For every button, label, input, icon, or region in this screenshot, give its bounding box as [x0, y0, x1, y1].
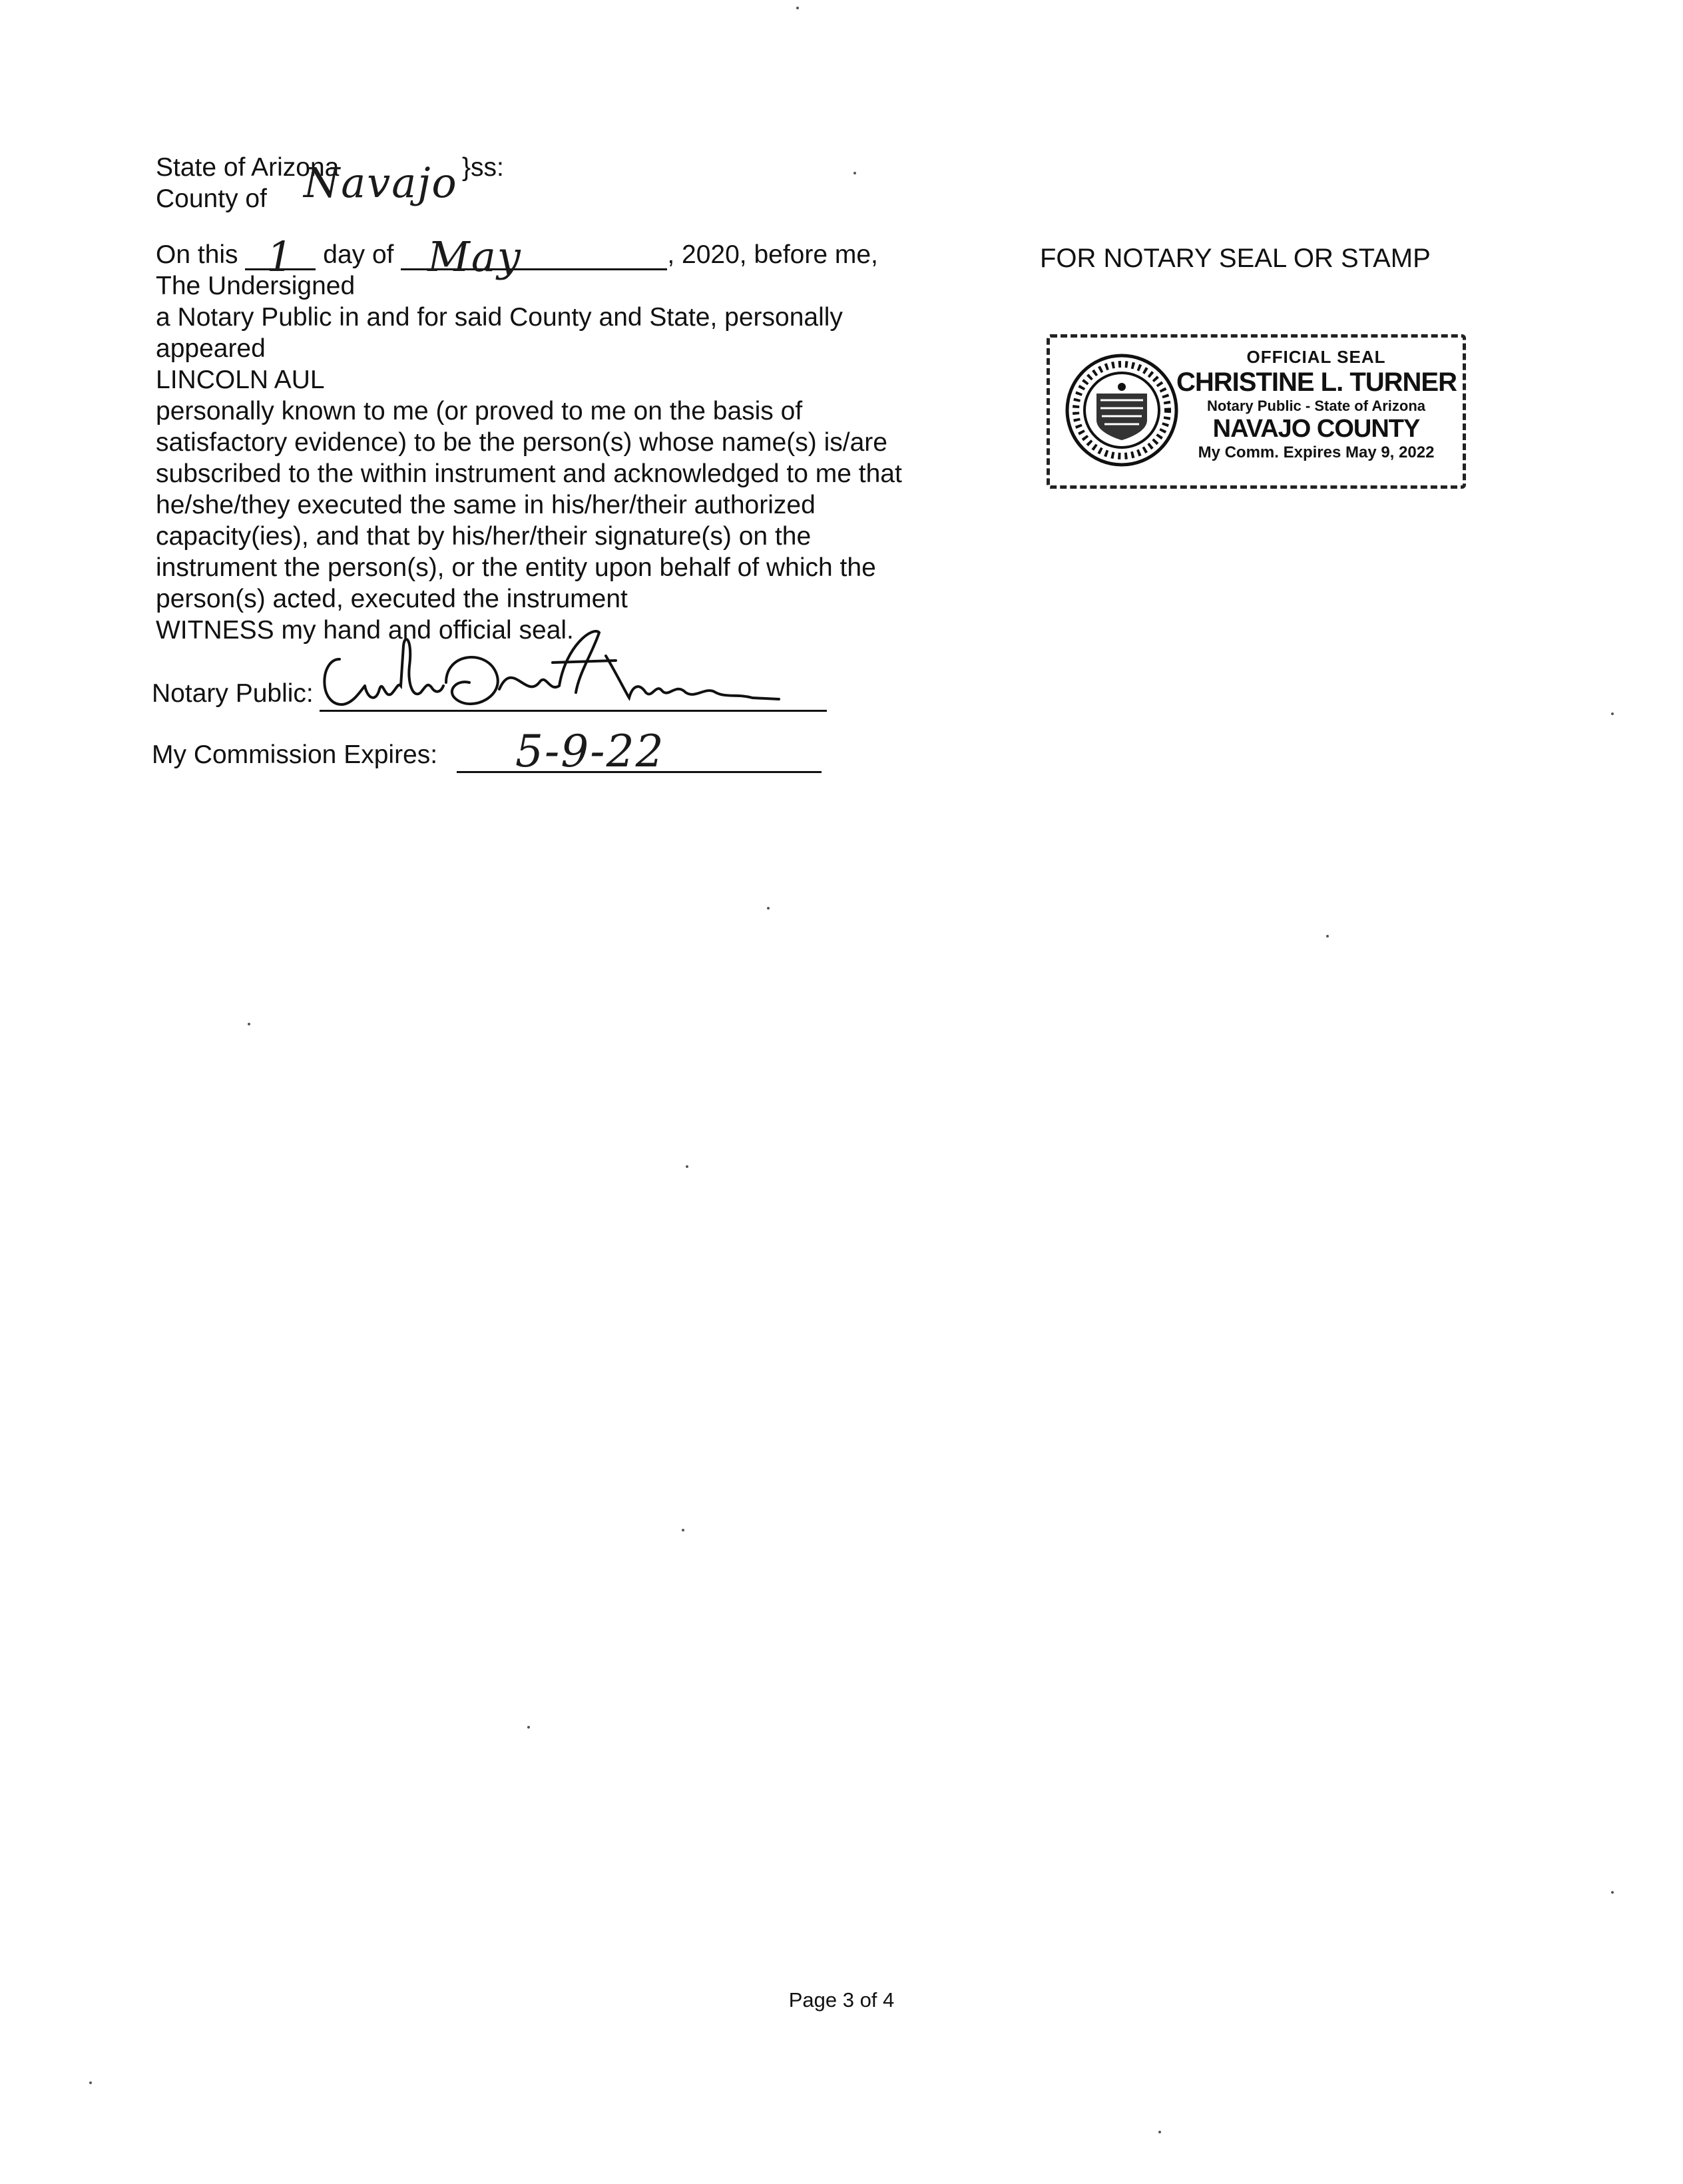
notary-public-label: Notary Public: [152, 679, 314, 708]
body-line: subscribed to the within instrument and acknowledged to me that [156, 459, 902, 488]
scan-speck [1611, 1891, 1614, 1894]
scan-speck [527, 1726, 530, 1729]
county-label: County of [156, 184, 267, 213]
notary-stamp [1047, 334, 1466, 489]
arizona-seal-emblem [1062, 347, 1182, 473]
body-line: satisfactory evidence) to be the person(s) whose name(s) is/are [156, 428, 887, 457]
day-handwritten: 1 [266, 232, 295, 281]
notary-signature-row [152, 679, 314, 708]
commission-handwritten: 5-9-22 [515, 726, 665, 777]
seal-heading: FOR NOTARY SEAL OR STAMP [1040, 244, 1431, 273]
scan-speck [686, 1165, 688, 1168]
state-label: State of Arizona [156, 153, 340, 182]
commission-label: My Commission Expires: [152, 740, 438, 769]
ss-label: }ss: [462, 153, 504, 182]
scan-speck [796, 7, 799, 9]
commission-row [152, 740, 437, 770]
signer-name: LINCOLN AUL [156, 366, 325, 394]
county-handwritten: Navajo [304, 158, 458, 207]
scan-speck [1326, 935, 1329, 938]
stamp-title: OFFICIAL SEAL [1246, 347, 1386, 367]
stamp-expires: My Comm. Expires May 9, 2022 [1198, 443, 1435, 461]
scan-speck [1158, 2131, 1161, 2133]
body-line: personally known to me (or proved to me on the basis of [156, 397, 803, 425]
date-line [156, 232, 975, 281]
body-line: instrument the person(s), or the entity upon behalf of which the [156, 553, 876, 582]
body-line: capacity(ies), and that by his/her/their signature(s) on the [156, 522, 812, 551]
day-of-label: day of [323, 240, 394, 269]
scan-speck [89, 2081, 92, 2084]
on-this-label: On this [156, 240, 238, 269]
page-number: Page 3 of 4 [788, 1988, 895, 2012]
stamp-name: CHRISTINE L. TURNER [1176, 368, 1457, 397]
scan-speck [853, 172, 856, 174]
venue-state-line [156, 152, 975, 183]
scan-speck [248, 1023, 250, 1025]
scan-speck [682, 1529, 684, 1531]
stamp-subtitle: Notary Public - State of Arizona [1206, 398, 1425, 414]
witness-line: WITNESS my hand and official seal. [156, 616, 574, 645]
year-text: , 2020, before me, [667, 240, 878, 269]
acknowledgment-block [156, 152, 975, 646]
appeared-line: appeared [156, 334, 266, 363]
notary-line: a Notary Public in and for said County and State, personally [156, 303, 843, 332]
officer-line: The Undersigned [156, 272, 356, 300]
stamp-text [1176, 347, 1456, 462]
notary-signature-image [313, 619, 819, 719]
body-line: person(s) acted, executed the instrument [156, 585, 628, 613]
day-blank [245, 232, 316, 281]
body-line: he/she/they executed the same in his/her/their authorized [156, 491, 816, 519]
stamp-county: NAVAJO COUNTY [1212, 415, 1420, 443]
month-blank [401, 232, 667, 281]
scan-speck [1611, 712, 1614, 715]
scan-speck [767, 907, 770, 910]
month-handwritten: May [427, 232, 522, 281]
